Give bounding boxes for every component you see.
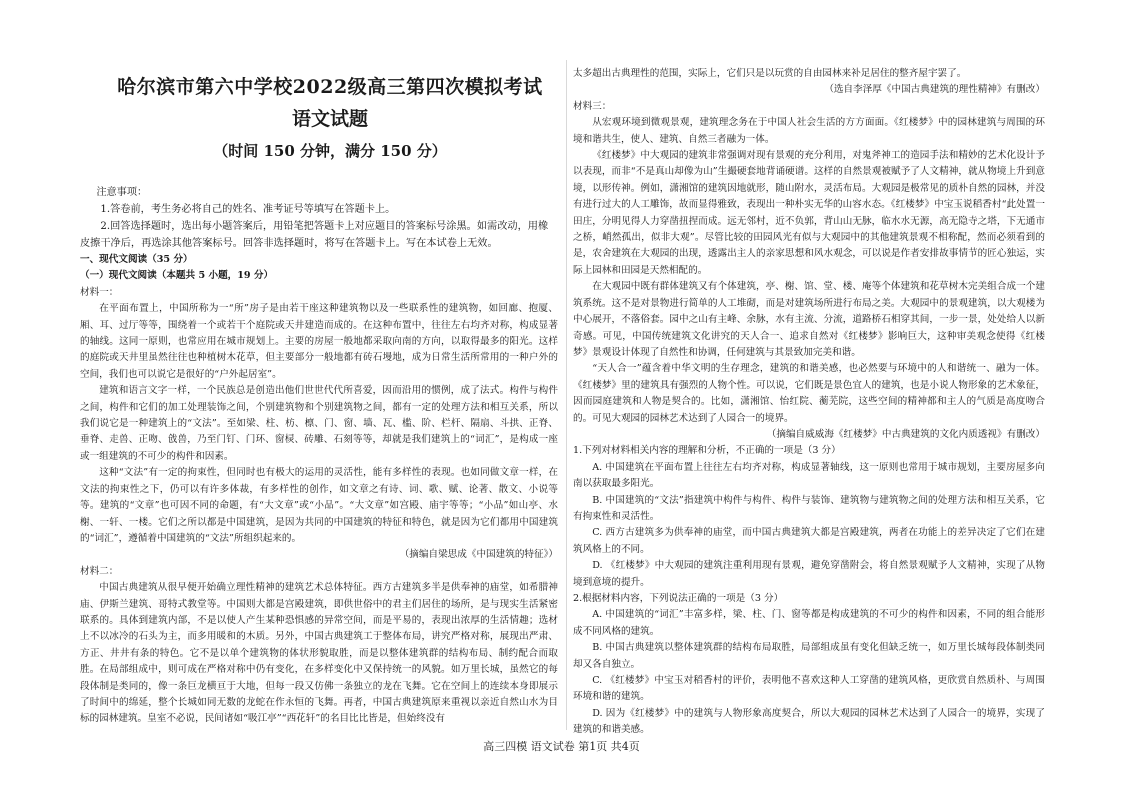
question-option: A. 中国建筑的“词汇”丰富多样，梁、柱、门、窗等都是构成建筑的不可少的构件和因素，不同的组合能形成不同风格的建筑。 [573, 609, 1045, 637]
right-column [573, 0, 1045, 735]
exam-time-note: （时间 150 分钟，满分 150 分） [213, 142, 447, 160]
material-label: 材料二： [80, 565, 119, 577]
section-subheading: （一）现代文阅读（本题共 5 小题，19 分） [80, 270, 274, 282]
question-option: D. 因为《红楼梦》中的建筑与人物形象高度契合，所以大观园的园林艺术达到了人园合一的境界，实现了建筑的和谐美感。 [573, 707, 1045, 735]
paragraph: 《红楼梦》中大观园的建筑非常强调对现有景观的充分利用，对鬼斧神工的造园手法和精妙的艺术化设计予以表现，而非“不是真山却像为山”生撮硬套地背诵硬谱。这样的自然景观被赋予了人文精神，就从物境上升到意境，以形传神。例如，潇湘馆的建筑因地就形，随山附水，灵活布局。大观园是极常见的质朴自然的园林，并没有进行过大的人工雕饰，故而显得雅致，表现出一种朴实无华的山容水态。《红楼梦》中宝玉说稻香村“此处置一田庄，分明见得人力穿凿扭捏而成。远无邻村，近不负郭，背山山无脉，临水水无源，高无隐寺之塔，下无通市之桥，峭然孤出，似非大观”。尽管比较的田园风光有似与大观园中的其他建筑景观不相称配，然而必须看到的是，农舍建筑在大观园的出现，透露出主人的亲家思想和风水观念，可以说是作者安排故事情节的匠心独运，实际上园林和田园是天然相配的。 [573, 150, 1045, 276]
notice-block [80, 184, 558, 728]
left-column [80, 0, 558, 735]
material-label: 材料一： [80, 286, 119, 298]
question-stem: 2.根据材料内容，下列说法正确的一项是（3 分） [573, 593, 784, 604]
question-option: D. 《红楼梦》中大观园的建筑注重利用现有景观，避免穿凿附会，将自然景观赋予人文精神，实现了从物境到意境的提升。 [573, 560, 1045, 588]
question-option: C. 《红楼梦》中宝玉对稻香村的评价，表明他不喜欢这种人工穿凿的建筑风格，更欣赏自然质朴、与周围环境和谐的建筑。 [573, 675, 1045, 703]
page-footer: 高三四模 语文试卷 第1页 共4页 [483, 740, 640, 753]
paragraph: 太多超出古典理性的范围，实际上，它们只是以玩赏的自由园林来补足居住的整齐屋宇罢了。 [573, 68, 967, 79]
notice-item: 2.回答选择题时，选出每小题答案后，用铅笔把答题卡上对应题目的答案标号涂黑。如需改动，用橡皮擦干净后，再选涂其他答案标号。回答非选择题时，将写在答题卡上。写在本试卷上无效。 [80, 221, 549, 249]
exam-title: 哈尔滨市第六中学校2022级高三第四次模拟考试 [117, 76, 543, 98]
paragraph: 中国古典建筑从很早便开始确立理性精神的建筑艺术总体特征。西方古建筑多半是供奉神的庙堂，如希腊神庙、伊斯兰建筑、哥特式教堂等。中国则大都是宫殿建筑，即供世俗中的君主们居住的场所，是与现实生活紧密联系的。具体到建筑内部，不是以使人产生某种恐惧感的异常空间，而是平易的，表现出浓厚的生活情趣；选材上不以冰冷的石头为主，而多用暖和的木质。另外，中国古典建筑工于整体布局，讲究严格对称，展现出严肃、方正、井井有条的特色。它不是以单个建筑物的体状形貌取胜，而是以整体建筑群的结构布局、制约配合而取胜。在局部组成中，则可成在严格对称中仍有变化，在多样变化中又保持统一的风貌。如万里长城，虽然它的每段体制是类同的，像一条巨龙横亘于大地，但每一段又仿佛一条独立的龙在飞舞。它在空间上的连续本身即展示了时间中的绵延，整个长城如同无数的龙蛇在作永恒的飞舞。再者，中国古典建筑原来重视以亲近自然山水为目标的园林建筑。皇室不必说，民间诸如“吸江亭”“西花轩”的名目比比皆是，但始终没有 [80, 582, 558, 725]
notice-item: 1.答卷前，考生务必将自己的姓名、准考证号等填写在答题卡上。 [100, 204, 396, 215]
paragraph: 在平面布置上，中国所称为一“所”房子是由若干座这种建筑物以及一些联系性的建筑物，如回廊、抱厦、厢、耳、过厅等等，围绕着一个或若干个庭院或天井建造而成的。在这种布置中，往往左右均齐对称，构成显著的轴线。这同一原则，也常应用在城市规划上。主要的房屋一般地都采取向南的方向，以取得最多的阳光。这样的庭院或天井里虽然往往也种植树木花草，但主要部分一般地都有砖石墁地，成为日常生活所常用的一种户外的空间，我们也可以说它是很好的“户外起居室”。 [80, 303, 558, 380]
paragraph: 建筑和语言文字一样，一个民族总是创造出他们世世代代所喜爱，因而沿用的惯例，成了法式。构件与构件之间，构件和它们的加工处理装饰之间，个别建筑物和个别建筑物之间，都有一定的处理方法和相互关系，所以我们说它是一种建筑上的“文法”。至如梁、柱、枋、檩、门、窗、墙、瓦、槛、阶、栏杆、隔扇、斗拱、正脊、垂脊、走兽、正吻、戗兽，乃至门钉、门环、窗棂、砖雕、石刻等等，却就是我们建筑上的“词汇”，是构成一座或一组建筑的不可少的构件和因素。 [80, 385, 558, 462]
source-citation: （选自李泽厚《中国古典建筑的理性精神》有删改） [824, 84, 1045, 96]
source-citation: （摘编自梁思成《中国建筑的特征》） [399, 549, 558, 561]
source-citation: （摘编自威威海《红楼梦》中古典建筑的文化内质透视》有删改） [766, 428, 1045, 440]
question-option: A. 中国建筑在平面布置上往往左右均齐对称，构成显著轴线，这一原则也常用于城市规划，主要房屋多向南以获取最多阳光。 [573, 461, 1045, 490]
column-divider [566, 60, 567, 730]
notice-heading: 注意事项： [96, 187, 148, 198]
paragraph: 在大观园中既有群体建筑又有个体建筑，亭、榭、馆、堂、楼、庵等个体建筑和花草树木完美组合成一个建筑系统。这不是对景物进行简单的人工堆砌，而是对建筑场所进行布局之美。大观园中的景观建筑，以大观楼为中心展开，不落俗套。园中之山有主峰、余脉，水有主流、分流，道路桥石相穿其间，一步一景，处处给人以新奇感。可见，中国传统建筑文化讲究的天人合一、追求自然对《红楼梦》影响巨大，这种审美观念使得《红楼梦》景观设计体现了自然性和协调，任何建筑与其景致加完美和谐。 [573, 281, 1045, 358]
material-label: 材料三： [573, 100, 612, 112]
paragraph: 这种“文法”有一定的拘束性，但同时也有极大的运用的灵活性，能有多样性的表现。也如同做文章一样，在文法的拘束性之下，仍可以有许多体裁，有多样性的创作，如文章之有诗、词、歌、赋、论著、散文、小说等等。建筑的“文章”也可因不同的命题，有“大文章”或“小品”。“大文章”如宫殿、庙宇等等；“小品”如山亭、水榭、一轩、一楼。它们之所以都是中国建筑，是因为共同的中国建筑的特征和特色，就是因为它们都用中国建筑的“词汇”，遵循着中国建筑的“文法”所组织起来的。 [80, 467, 558, 544]
paragraph: “天人合一”蕴含着中华文明的生存理念，建筑的和谐美感，也必然要与环境中的人和谐统一、融为一体。《红楼梦》里的建筑具有强烈的人物个性。可以说，它们既是景色宜人的建筑，也是小说人物形象的艺术象征，因而园庭建筑和人物是契合的。比如，潇湘馆、怡红院、蘅芜院，这些空间的精神都和主人的气质是高度吻合的。可见大观园的园林艺术达到了人园合一的境界。 [573, 363, 1045, 424]
section-heading: 一、现代文阅读（35 分） [80, 254, 193, 265]
exam-subtitle: 语文试题 [291, 108, 368, 130]
question-stem: 1.下列对材料相关内容的理解和分析，不正确的一项是（3 分） [573, 445, 841, 457]
question-option: B. 中国建筑的“文法”指建筑中构件与构件、构件与装饰、建筑物与建筑物之间的处理方法和相互关系，它有拘束性和灵活性。 [573, 494, 1045, 522]
question-option: C. 西方古建筑多为供奉神的庙堂，而中国古典建筑大都是宫殿建筑，两者在功能上的差异决定了它们在建筑风格上的不同。 [573, 527, 1045, 555]
question-option: B. 中国古典建筑以整体建筑群的结构布局取胜，局部组成虽有变化但缺乏统一，如万里长城每段体制类同却又各自独立。 [573, 642, 1045, 670]
paragraph: 从宏观环境到微观景观，建筑理念务在于中国人社会生活的方方面面。《红楼梦》中的园林建筑与周围的环境和谐共生，使人、建筑、自然三者融为一体。 [573, 117, 1045, 145]
right-body [573, 66, 1045, 735]
